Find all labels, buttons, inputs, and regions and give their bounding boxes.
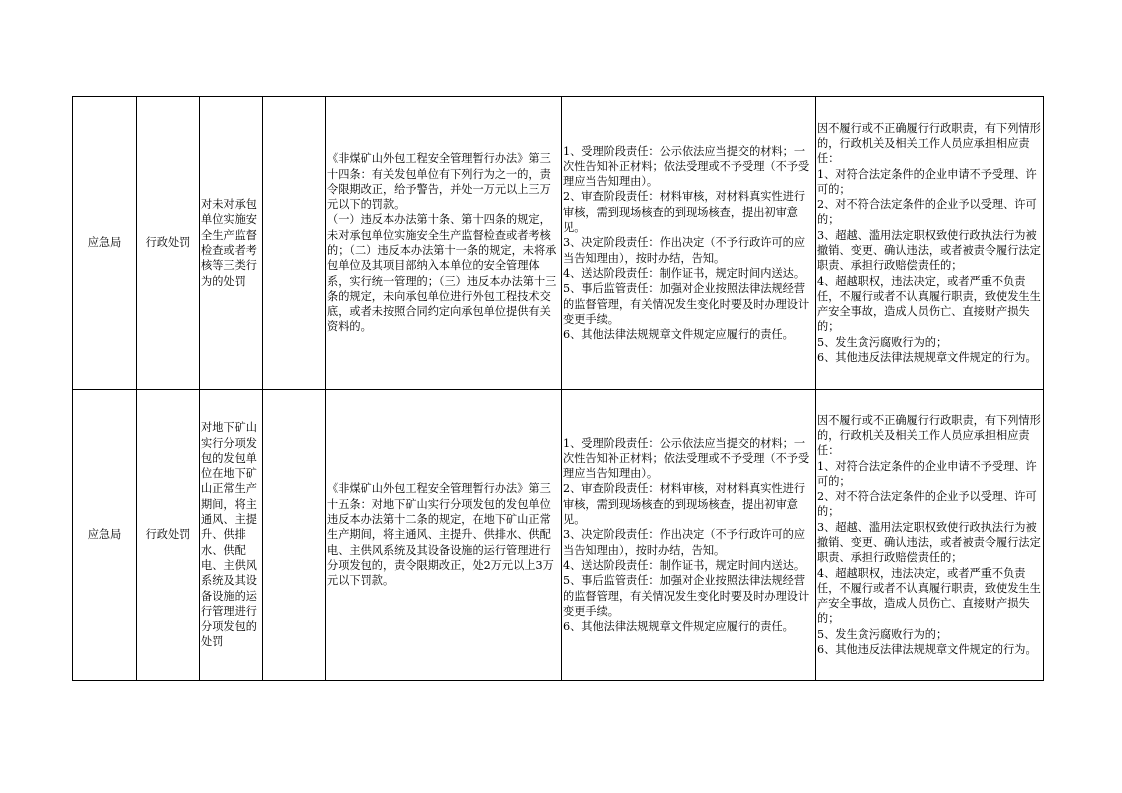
table-row — [73, 97, 1044, 390]
category-cell: 行政处罚 — [137, 390, 200, 681]
item-name-cell: 对未对承包单位实施安全生产监督检查或者考核等三类行为的处罚 — [200, 97, 263, 390]
table-row — [73, 390, 1044, 681]
legal-basis-cell: 《非煤矿山外包工程安全管理暂行办法》第三十五条：对地下矿山实行分项发包的发包单位违反本办法第十二条的规定，在地下矿山正常生产期间，将主通风、主提升、供排水、供配电、主供风系统及其设备设施的运行管理进行分项发包的，责令限期改正，处2万元以上3万元以下罚款。 — [326, 390, 562, 681]
sub-item-cell — [263, 97, 326, 390]
sub-item-cell — [263, 390, 326, 681]
accountability-cell: 因不履行或不正确履行行政职责，有下列情形的，行政机关及相关工作人员应承担相应责任： 1、对符合法定条件的企业申请不予受理、许可的； 2、对不符合法定条件的企业予以受理、许可的； 3、超越、滥用法定职权致使行政执法行为被撤销、变更、确认违法，或者被责令履行法定职责、承担行政赔偿责任的； 4、超越职权，违法决定，或者严重不负责任，不履行或者不认真履行职责，致使发生生产安全事故，造成人员伤亡、直接财产损失的； 5、发生贪污腐败行为的； 6、其他违反法律法规规章文件规定的行为。 — [816, 97, 1044, 390]
responsibility-cell: 1、受理阶段责任：公示依法应当提交的材料；一次性告知补正材料；依法受理或不予受理（不予受理应当告知理由）。 2、审查阶段责任：材料审核，对材料真实性进行审核，需到现场核查的到现场核查，提出初审意见。 3、决定阶段责任：作出决定（不予行政许可的应当告知理由），按时办结，告知。 4、送达阶段责任：制作证书，规定时间内送达。 5、事后监管责任：加强对企业按照法律法规经营的监督管理，有关情况发生变化时要及时办理设计变更手续。 6、其他法律法规规章文件规定应履行的责任。 — [562, 97, 816, 390]
legal-basis-cell: 《非煤矿山外包工程安全管理暂行办法》第三十四条：有关发包单位有下列行为之一的，责令限期改正，给予警告，并处一万元以上三万元以下的罚款。 （一）违反本办法第十条、第十四条的规定，未对承包单位实施安全生产监督检查或者考核的；（二）违反本办法第十一条的规定，未将承包单位及其项目部纳入本单位的安全管理体系，实行统一管理的；（三）违反本办法第十三条的规定，未向承包单位进行外包工程技术交底，或者未按照合同约定向承包单位提供有关资料的。 — [326, 97, 562, 390]
department-cell: 应急局 — [73, 390, 137, 681]
accountability-cell: 因不履行或不正确履行行政职责，有下列情形的，行政机关及相关工作人员应承担相应责任： 1、对符合法定条件的企业申请不予受理、许可的； 2、对不符合法定条件的企业予以受理、许可的； 3、超越、滥用法定职权致使行政执法行为被撤销、变更、确认违法，或者被责令履行法定职责、承担行政赔偿责任的； 4、超越职权，违法决定，或者严重不负责任，不履行或者不认真履行职责，致使发生生产安全事故，造成人员伤亡、直接财产损失的； 5、发生贪污腐败行为的； 6、其他违反法律法规规章文件规定的行为。 — [816, 390, 1044, 681]
item-name-cell: 对地下矿山实行分项发包的发包单位在地下矿山正常生产期间，将主通风、主提升、供排水、供配电、主供风系统及其设备设施的运行管理进行分项发包的处罚 — [200, 390, 263, 681]
responsibility-cell: 1、受理阶段责任：公示依法应当提交的材料；一次性告知补正材料；依法受理或不予受理（不予受理应当告知理由）。 2、审查阶段责任：材料审核，对材料真实性进行审核，需到现场核查的到现场核查，提出初审意见。 3、决定阶段责任：作出决定（不予行政许可的应当告知理由），按时办结，告知。 4、送达阶段责任：制作证书，规定时间内送达。 5、事后监管责任：加强对企业按照法律法规经营的监督管理，有关情况发生变化时要及时办理设计变更手续。 6、其他法律法规规章文件规定应履行的责任。 — [562, 390, 816, 681]
department-cell: 应急局 — [73, 97, 137, 390]
category-cell: 行政处罚 — [137, 97, 200, 390]
power-list-table — [72, 96, 1044, 681]
